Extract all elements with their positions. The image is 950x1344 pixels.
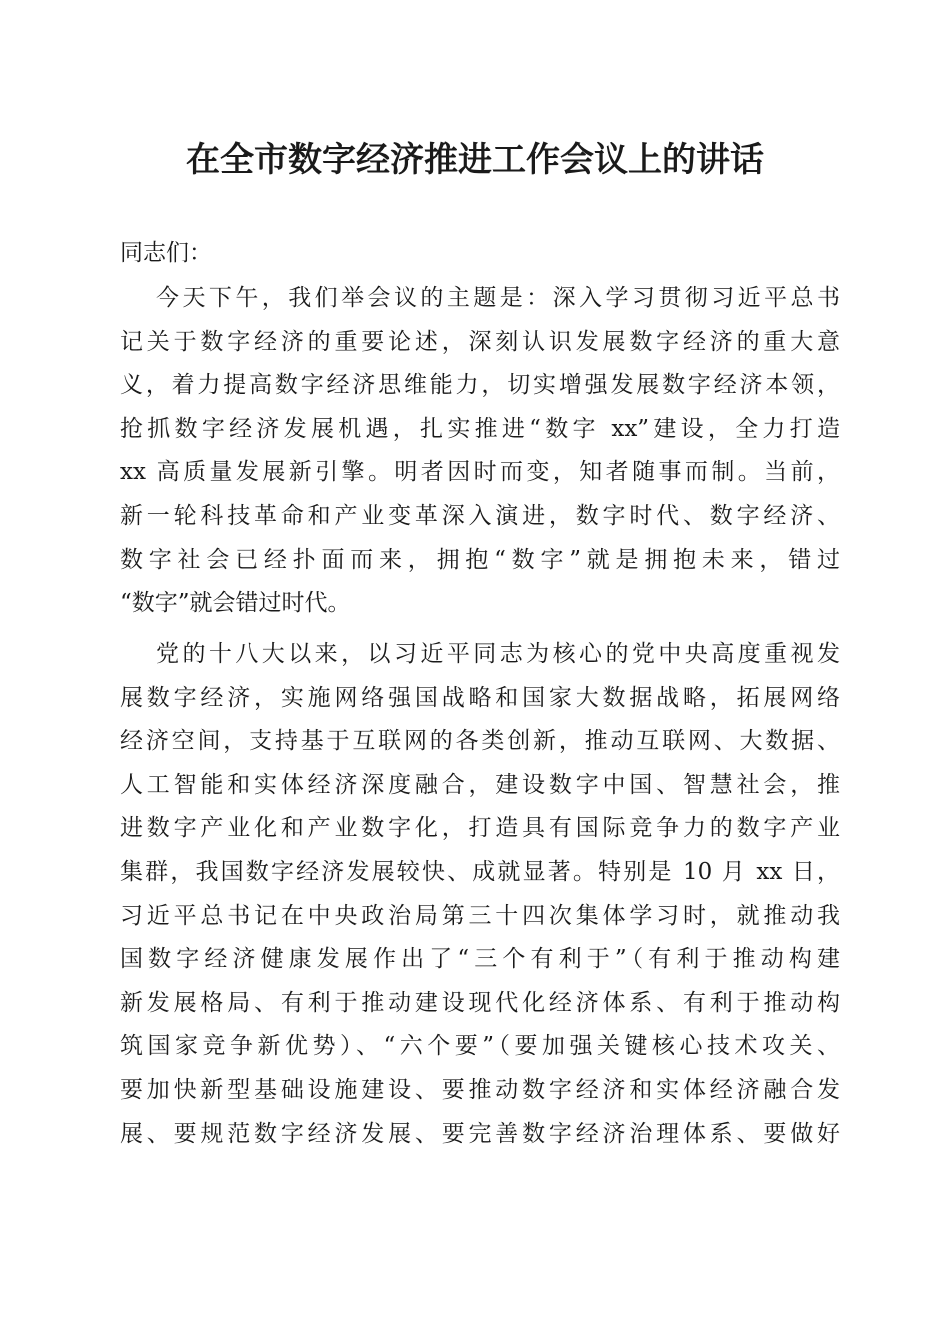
text-line: 筑国家竞争新优势）、“六个要”（要加强关键核心技术攻关、 (120, 1033, 840, 1060)
text-line: 人工智能和实体经济深度融合，建设数字中国、智慧社会，推 (120, 771, 840, 798)
text-line: 党的十八大以来，以习近平同志为核心的党中央高度重视发 (156, 641, 840, 667)
text-line: 经济空间，支持基于互联网的各类创新，推动互联网、大数据、 (120, 728, 840, 755)
text-line: 进数字产业化和产业数字化，打造具有国际竞争力的数字产业 (120, 815, 840, 842)
text-line: 集群，我国数字经济发展较快、成就显著。特别是 10 月 xx 日， (120, 858, 840, 885)
text-line: 义，着力提高数字经济思维能力，切实增强发展数字经济本领， (120, 372, 840, 399)
text-line: 国数字经济健康发展作出了“三个有利于”（有利于推动构建 (120, 946, 840, 973)
document-title: 在全市数字经济推进工作会议上的讲话 (186, 140, 764, 180)
text-line: 展、要规范数字经济发展、要完善数字经济治理体系、要做好 (120, 1120, 840, 1147)
text-line: 抢抓数字经济发展机遇，扎实推进“数字 xx”建设，全力打造 (120, 415, 840, 442)
text-line: “数字”就会错过时代。 (120, 590, 351, 617)
text-line: 记关于数字经济的重要论述，深刻认识发展数字经济的重大意 (120, 328, 840, 355)
text-line: 要加快新型基础设施建设、要推动数字经济和实体经济融合发 (120, 1076, 840, 1103)
text-line: 今天下午，我们举会议的主题是：深入学习贯彻习近平总书 (156, 285, 840, 311)
text-line: 新一轮科技革命和产业变革深入演进，数字时代、数字经济、 (120, 502, 840, 529)
text-line: 展数字经济，实施网络强国战略和国家大数据战略，拓展网络 (120, 684, 840, 711)
paragraph-1 (120, 277, 840, 626)
salutation: 同志们： (120, 240, 212, 266)
text-line: xx 高质量发展新引擎。明者因时而变，知者随事而制。当前， (120, 459, 840, 486)
text-line: 数字社会已经扑面而来，拥抱“数字”就是拥抱未来，错过 (120, 546, 840, 573)
text-line: 新发展格局、有利于推动建设现代化经济体系、有利于推动构 (120, 989, 840, 1016)
text-line: 习近平总书记在中央政治局第三十四次集体学习时，就推动我 (120, 902, 840, 929)
paragraph-2 (120, 633, 840, 1156)
